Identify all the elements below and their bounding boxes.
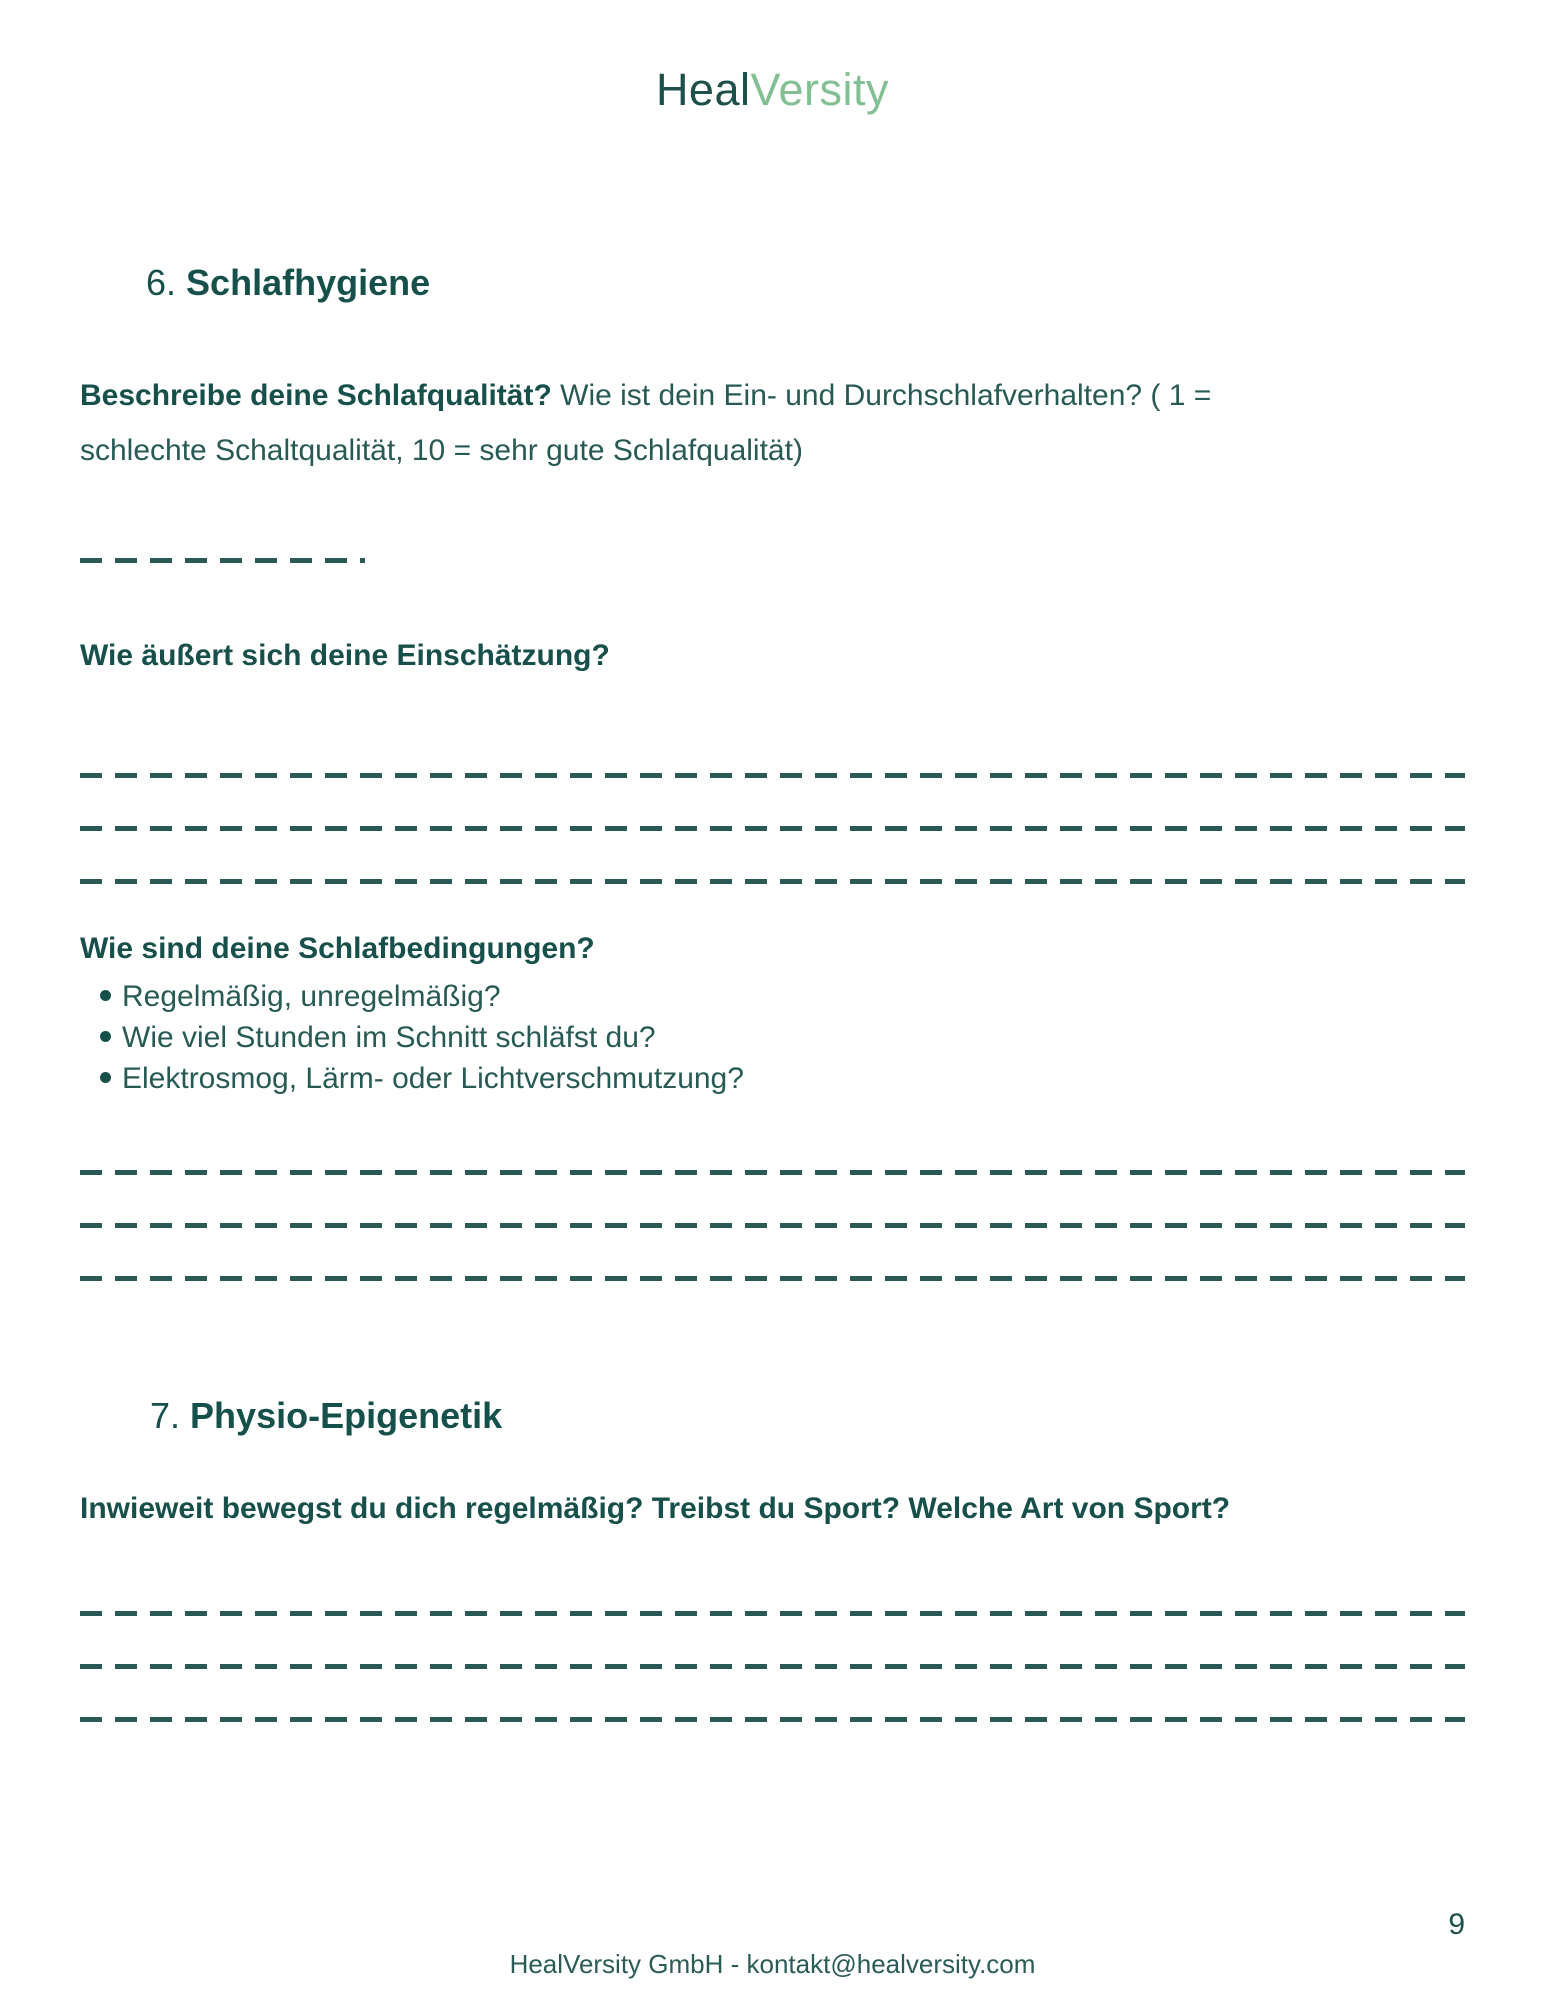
section-7-heading — [80, 1393, 1465, 1439]
question-1-bold-leadin: Beschreibe deine Schlafqualität? — [80, 379, 552, 412]
answer-lines-group-2 — [80, 1170, 1465, 1281]
answer-line-short — [80, 558, 365, 563]
answer-line — [80, 773, 1465, 778]
logo-part-versity: Versity — [750, 64, 890, 115]
logo-part-heal: Heal — [655, 64, 751, 115]
section-7-title: Physio-Epigenetik — [190, 1395, 503, 1436]
page-number: 9 — [1448, 1908, 1465, 1941]
footer-text: HealVersity GmbH - kontakt@healversity.com — [509, 1949, 1036, 1979]
sleep-conditions-bullet-list — [80, 976, 1465, 1099]
section-6-question-2: Wie äußert sich deine Einschätzung? — [80, 639, 610, 672]
answer-line — [80, 1611, 1465, 1616]
answer-line — [80, 1276, 1465, 1281]
section-7-question-1: Inwieweit bewegst du dich regelmäßig? Treibst du Sport? Welche Art von Sport? — [80, 1492, 1231, 1525]
section-6-number: 6. — [146, 262, 177, 303]
answer-line — [80, 826, 1465, 831]
section-7-number: 7. — [150, 1395, 181, 1436]
bullet-item: Wie viel Stunden im Schnitt schläfst du? — [80, 1017, 1465, 1058]
section-6-question-1 — [80, 368, 1465, 478]
answer-line — [80, 879, 1465, 884]
question-1-line-2: schlechte Schaltqualität, 10 = sehr gute Schlafqualität) — [80, 434, 803, 467]
answer-line — [80, 1223, 1465, 1228]
answer-lines-group-3 — [80, 1611, 1465, 1722]
question-1-rest: Wie ist dein Ein- und Durchschlafverhalten? ( 1 = — [551, 379, 1212, 412]
bullet-item: Regelmäßig, unregelmäßig? — [80, 976, 1465, 1017]
bullet-item: Elektrosmog, Lärm- oder Lichtverschmutzung? — [80, 1058, 1465, 1099]
section-6-title: Schlafhygiene — [186, 262, 431, 303]
answer-lines-group-1 — [80, 773, 1465, 884]
answer-line — [80, 1664, 1465, 1669]
section-6-question-3: Wie sind deine Schlafbedingungen? — [80, 932, 595, 965]
answer-line — [80, 1170, 1465, 1175]
healversity-logo — [80, 66, 1465, 114]
section-6-heading — [80, 260, 1465, 306]
answer-line — [80, 1717, 1465, 1722]
